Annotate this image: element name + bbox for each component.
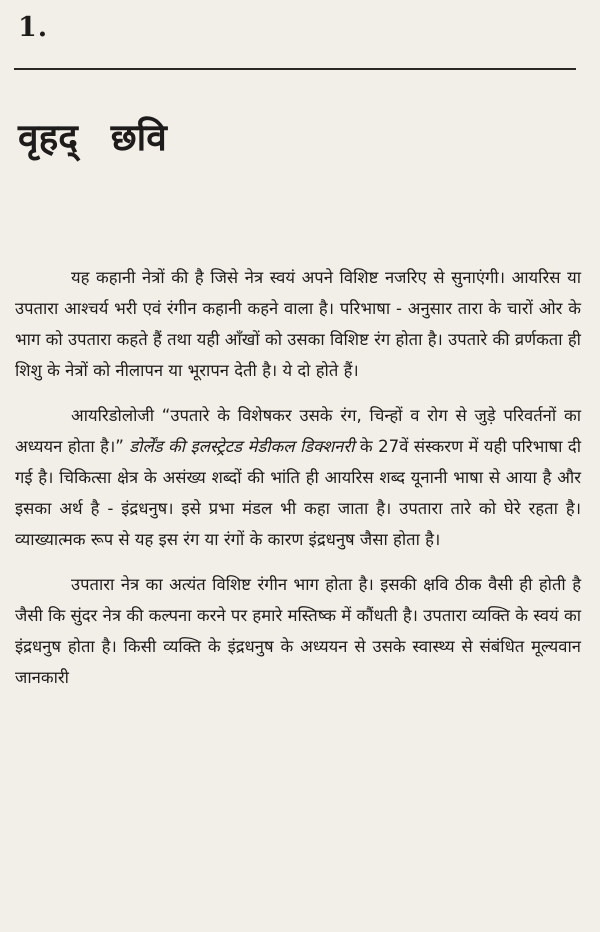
paragraph-2-start: आयरिडोलोजी “उपतारे के विशेषकर उसके रंग, चिन्हों व रोग से जुड़े परिवर्तनों का अध्ययन होता है।” — [15, 406, 581, 456]
paragraph-2 — [15, 400, 581, 555]
paragraph-1: यह कहानी नेत्रों की है जिसे नेत्र स्वयं अपने विशिष्ट नजरिए से सुनाएंगी। आयरिस या उपतारा आश्चर्य भरी एवं रंगीन कहानी कहने वाला है। परिभाषा - अनुसार तारा के चारों ओर के भाग को उपतारा कहते हैं तथा यही आँखों को उसका विशिष्ट रंग होता है। उपतारे की व्रर्णकता ही शिशु के नेत्रों को नीलापन या भूरापन देती है। ये दो होते हैं। — [15, 268, 581, 380]
chapter-title: वृहद् छवि — [18, 116, 167, 159]
body-text — [15, 262, 581, 707]
paragraph-3: उपतारा नेत्र का अत्यंत विशिष्ट रंगीन भाग होता है। इसकी क्षवि ठीक वैसी ही होती है जैसी कि सुंदर नेत्र की कल्पना करने पर हमारे मस्तिष्क में कौंधती है। उपतारा व्यक्ति के स्वयं का इंद्रधनुष होता है। किसी व्यक्ति के इंद्रधनुष के अध्ययन से उसके स्वास्थ्य से संबंधित मूल्यवान जानकारी — [15, 575, 581, 687]
chapter-number: 1. — [18, 12, 49, 43]
chapter-divider — [14, 68, 576, 70]
paragraph-2-end: के 27वें संस्करण में यही परिभाषा दी गई है। चिकित्सा क्षेत्र के असंख्य शब्दों की भांति ही आयरिस शब्द यूनानी भाषा से आया है और इसका अर्थ है - इंद्रधनुष। इसे प्रभा मंडल भी कहा जाता है। उपतारा तारे को घेरे रहता है। व्याख्यात्मक रूप से यह इस रंग या रंगों के कारण इंद्रधनुष जैसा होता है। — [15, 437, 582, 549]
dictionary-title: डोर्लेंड की इलस्ट्रेटड मेडीकल डिक्शनरी — [129, 437, 355, 456]
